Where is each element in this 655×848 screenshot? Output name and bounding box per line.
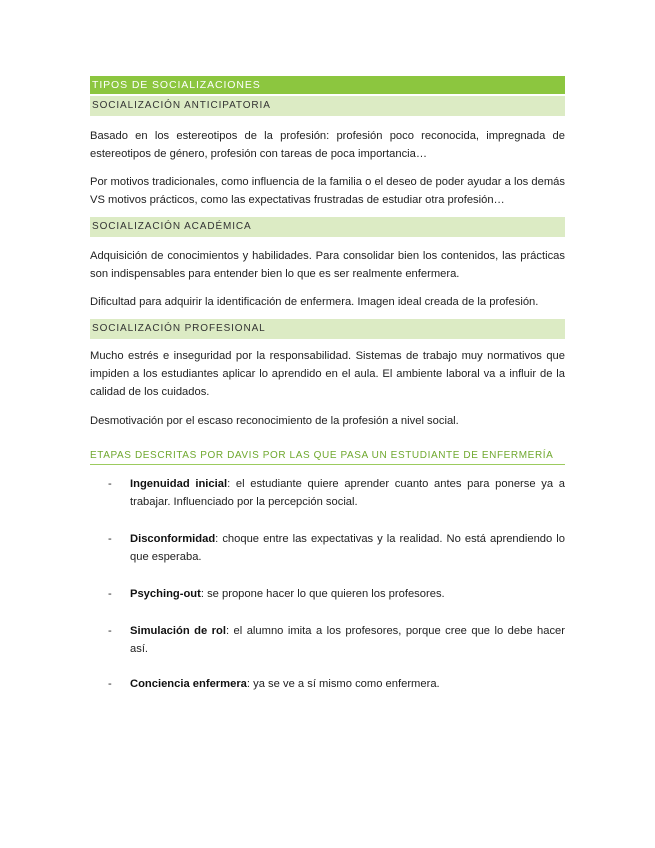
stage-term: Psyching-out [130,588,201,600]
stage-term: Conciencia enfermera [130,678,247,690]
stage-term: Disconformidad [130,533,216,545]
stage-item [90,622,565,658]
stage-description: : se propone hacer lo que quieren los profesores. [200,588,445,600]
document-content [90,76,565,693]
stage-description: : el alumno imita a los profesores, porque cree que lo debe hacer así. [130,625,566,655]
paragraph: Adquisición de conocimientos y habilidades. Para consolidar bien los contenidos, las prácticas son indispensables para entender bien lo que es ser realmente enfermera. [90,250,565,280]
paragraph: Mucho estrés e inseguridad por la responsabilidad. Sistemas de trabajo muy normativos que impiden a los estudiantes aplicar lo aprendido en el aula. El ambiente laboral va a influir de la calidad de los cuidados. [90,350,565,398]
stage-term: Ingenuidad inicial [130,478,228,490]
stage-item [90,530,565,566]
stage-item [90,675,565,693]
stage-description: : el estudiante quiere aprender cuanto antes para ponerse ya a trabajar. Influenciado por la percepción social. [130,478,565,508]
stage-item [90,475,565,511]
paragraph: Basado en los estereotipos de la profesión: profesión poco reconocida, impregnada de estereotipos de género, profesión con tareas de poca importancia… [90,130,565,160]
stages-heading: ETAPAS DESCRITAS POR DAVIS POR LAS QUE PASA UN ESTUDIANTE DE ENFERMERÍA [90,446,565,465]
bullet-dash: - [108,678,112,690]
paragraph: Por motivos tradicionales, como influencia de la familia o el deseo de poder ayudar a los demás VS motivos prácticos, como las expectativas frustradas de estudiar otra profesión… [90,176,565,206]
bullet-dash: - [108,625,112,637]
section-heading-profesional: SOCIALIZACIÓN PROFESIONAL [90,319,565,339]
bullet-dash: - [108,533,112,545]
paragraph: Desmotivación por el escaso reconocimiento de la profesión a nivel social. [90,415,459,427]
stage-description: : ya se ve a sí mismo como enfermera. [246,678,440,690]
main-heading: TIPOS DE SOCIALIZACIONES [90,76,565,94]
stage-term: Simulación de rol [130,625,226,637]
section-heading-anticipatoria: SOCIALIZACIÓN ANTICIPATORIA [90,96,565,116]
section-heading-academica: SOCIALIZACIÓN ACADÉMICA [90,217,565,237]
bullet-dash: - [108,588,112,600]
bullet-dash: - [108,478,112,490]
stage-description: : choque entre las expectativas y la realidad. No está aprendiendo lo que esperaba. [130,533,565,563]
paragraph: Dificultad para adquirir la identificación de enfermera. Imagen ideal creada de la profesión. [90,296,539,308]
stage-item [90,585,565,603]
